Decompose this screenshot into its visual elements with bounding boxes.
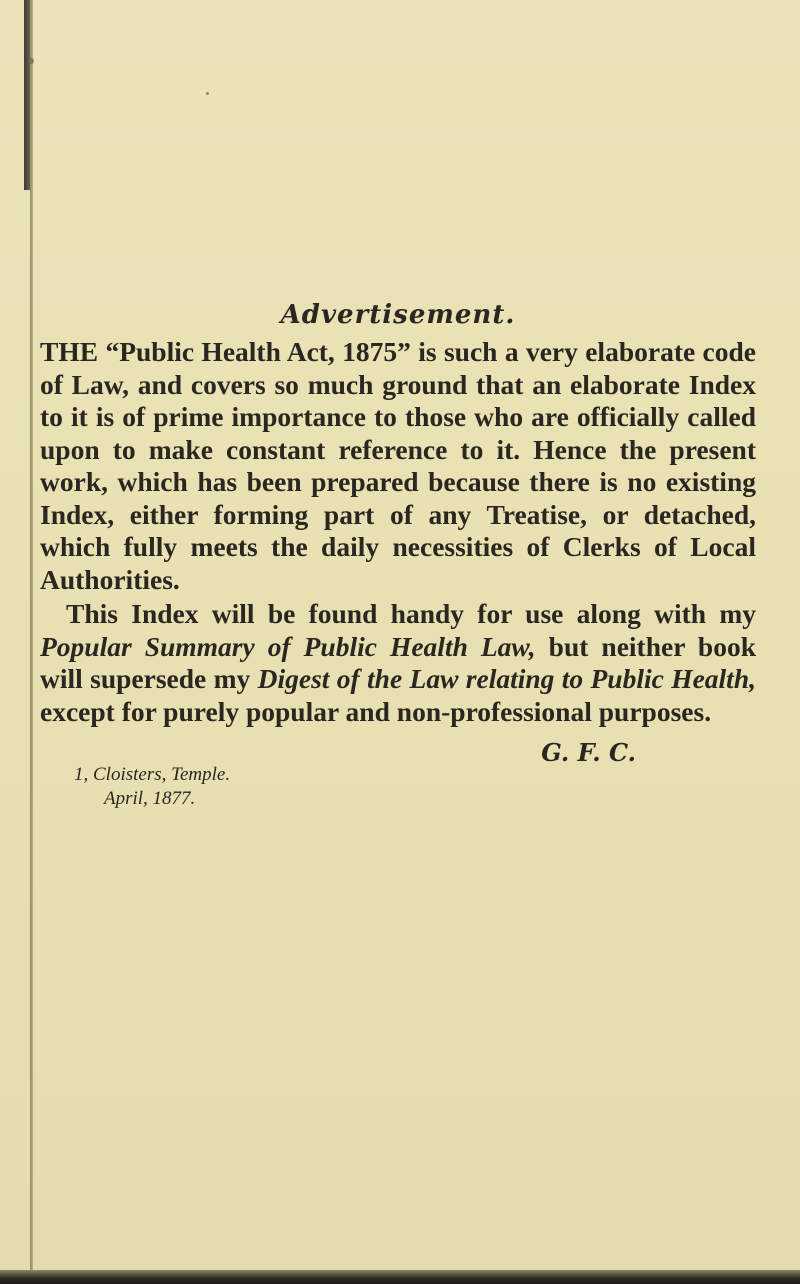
book-title-summary: Popular Summary of Public Health Law, [40,630,536,662]
address-line: 1, Cloisters, Temple. [74,764,231,785]
paragraph-2-part3: except for purely popular and non-professional purposes. [40,695,712,727]
advertisement-text [40,300,756,811]
page-bottom-edge [0,1270,800,1284]
page-heading: Advertisement. [280,300,516,330]
paragraph-2-part2: but neither book will supersede my [40,630,756,694]
author-address [74,763,756,811]
ink-speck [28,58,34,64]
paragraph-2 [40,598,756,728]
date-line: April, 1877. [104,788,196,809]
author-initials: G. F. C. [541,738,636,767]
ink-speck [206,92,209,95]
lead-word: THE [40,336,99,367]
paragraph-2-part1: This Index will be found handy for use along with my [66,598,756,629]
paragraph-1-body: “Public Health Act, 1875” is such a very elaborate code of Law, and covers so much ground that an elaborate Index to it is of prime importance to those who are officially called upon to make constant reference to it. Hence the present work, which has been prepared because there is no existing Index, either forming part of any Treatise, or detached, which fully meets the daily necessities of Clerks of Local Authorities. [40,336,756,595]
page-edge [30,0,33,1270]
book-title-digest: Digest of the Law relating to Public Health, [257,663,756,694]
paragraph-1 [40,336,756,596]
